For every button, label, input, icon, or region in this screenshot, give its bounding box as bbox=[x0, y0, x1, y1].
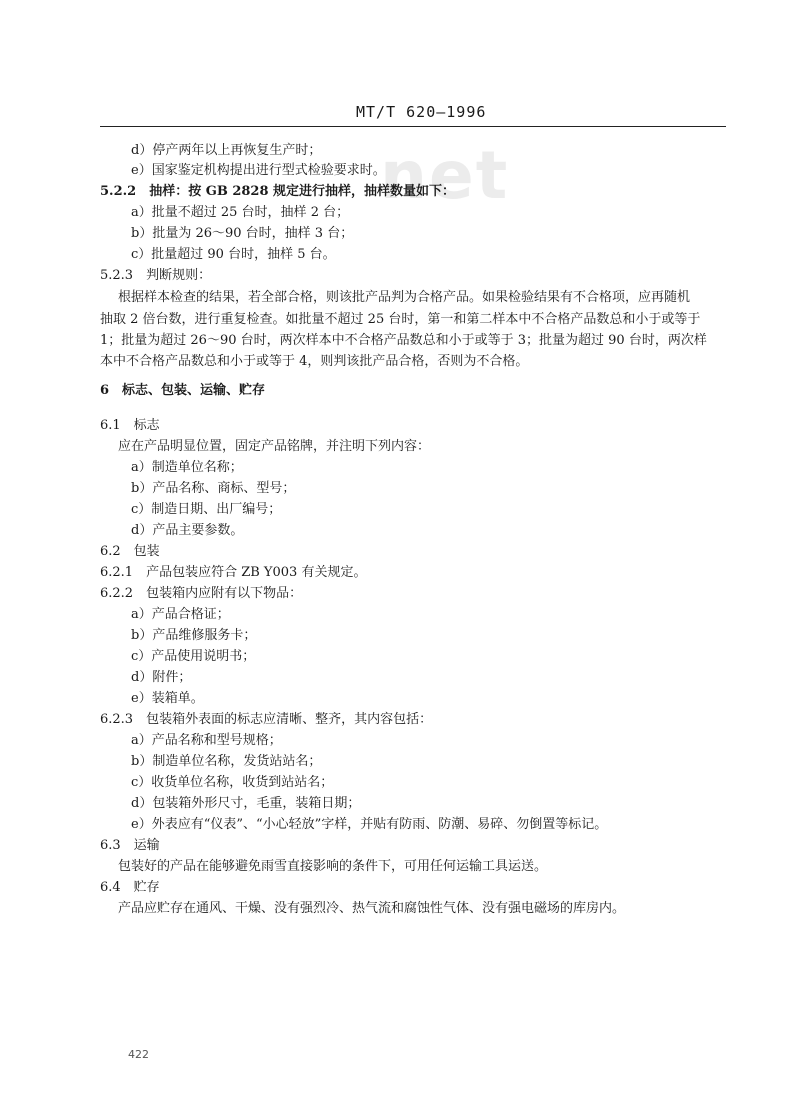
paragraph-line: 产品应贮存在通风、干燥、没有强烈冷、热气流和腐蚀性气体、没有强电磁场的库房内。 bbox=[118, 901, 626, 916]
paragraph-line: 本中不合格产品数总和小于或等于 4，则判该批产品合格，否则为不合格。 bbox=[100, 354, 529, 369]
section-heading: 5.2.3 判断规则： bbox=[100, 268, 212, 283]
text-line: a）产品名称和型号规格； bbox=[131, 733, 282, 748]
page-number: 422 bbox=[128, 1048, 149, 1061]
section-heading: 6.2.1 产品包装应符合 ZB Y003 有关规定。 bbox=[100, 565, 367, 580]
text-line: a）批量不超过 25 台时，抽样 2 台； bbox=[131, 205, 350, 220]
document-number-header: MT/T 620—1996 bbox=[356, 103, 487, 121]
text-line: d）停产两年以上再恢复生产时； bbox=[131, 143, 322, 158]
text-line: d）附件； bbox=[131, 670, 192, 685]
paragraph-line: 1；批量为超过 26～90 台时，两次样本中不合格产品数总和小于或等于 3；批量为超过 90 台时，两次样 bbox=[100, 333, 707, 348]
text-line: c）产品使用说明书； bbox=[131, 649, 256, 664]
section-heading: 6.4 贮存 bbox=[100, 880, 160, 895]
text-line: b）产品名称、商标、型号； bbox=[131, 481, 296, 496]
text-line: c）收货单位名称，收货到站站名； bbox=[131, 775, 334, 790]
section-heading: 6.1 标志 bbox=[100, 418, 160, 433]
paragraph-line: 根据样本检查的结果，若全部合格，则该批产品判为合格产品。如果检验结果有不合格项，应再随机 bbox=[118, 290, 691, 305]
text-line: e）装箱单。 bbox=[131, 691, 204, 706]
text-line: c）制造日期、出厂编号； bbox=[131, 502, 282, 517]
text-line: a）制造单位名称； bbox=[131, 460, 243, 475]
text-line: c）批量超过 90 台时，抽样 5 台。 bbox=[131, 247, 336, 262]
paragraph-line: 应在产品明显位置，固定产品铭牌，并注明下列内容： bbox=[118, 439, 431, 454]
text-line: b）产品维修服务卡； bbox=[131, 628, 257, 643]
section-heading: 6.3 运输 bbox=[100, 838, 160, 853]
section-heading: 6.2.3 包装箱外表面的标志应清晰、整齐，其内容包括： bbox=[100, 712, 433, 727]
text-line: d）产品主要参数。 bbox=[131, 523, 244, 538]
text-line: a）产品合格证； bbox=[131, 607, 230, 622]
chapter-heading: 6 标志、包装、运输、贮存 bbox=[100, 383, 266, 398]
header-rule bbox=[100, 126, 726, 127]
text-line: d）包装箱外形尺寸，毛重，装箱日期； bbox=[131, 796, 361, 811]
text-line: e）外表应有“仪表”、“小心轻放”字样，并贴有防雨、防潮、易碎、勿倒置等标记。 bbox=[131, 817, 608, 832]
text-line: b）制造单位名称，发货站站名； bbox=[131, 754, 322, 769]
paragraph-line: 抽取 2 倍台数，进行重复检查。如批量不超过 25 台时，第一和第二样本中不合格产品数总和小于或等于 bbox=[100, 312, 701, 327]
text-line: b）批量为 26～90 台时，抽样 3 台； bbox=[131, 226, 354, 241]
watermark: net bbox=[380, 137, 510, 214]
paragraph-line: 包装好的产品在能够避免雨雪直接影响的条件下，可用任何运输工具运送。 bbox=[118, 859, 548, 874]
section-heading: 6.2 包装 bbox=[100, 544, 160, 559]
text-line: e）国家鉴定机构提出进行型式检验要求时。 bbox=[131, 163, 386, 178]
section-heading: 6.2.2 包装箱内应附有以下物品： bbox=[100, 586, 303, 601]
section-heading: 5.2.2 抽样：按 GB 2828 规定进行抽样，抽样数量如下： bbox=[100, 184, 456, 199]
